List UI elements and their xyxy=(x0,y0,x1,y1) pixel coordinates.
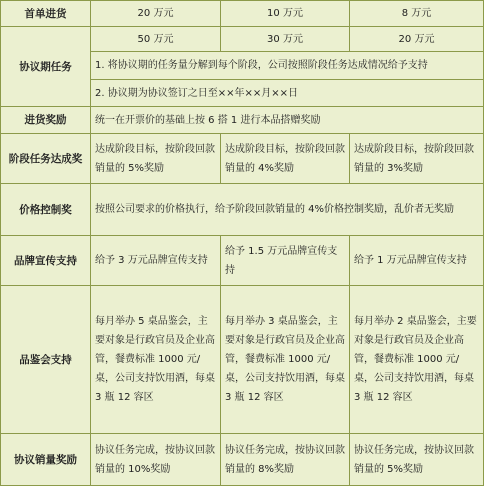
label-brand-promo: 品牌宣传支持 xyxy=(1,236,91,286)
brand-promo-tier-2: 给予 1.5 万元品牌宣传支持 xyxy=(221,236,350,286)
row-agreement-tasks xyxy=(1,27,484,52)
agreement-task-tier-3: 20 万元 xyxy=(350,27,484,52)
label-price-control-reward: 价格控制奖 xyxy=(1,184,91,236)
brand-promo-tier-3: 给予 1 万元品牌宣传支持 xyxy=(350,236,484,286)
tasting-support-tier-1: 每月举办 5 桌品鉴会，主要对象是行政官员及企业高管，餐费标准 1000 元/桌，公司支持饮用酒，每桌 3 瓶 12 容区 xyxy=(91,286,221,434)
sales-reward-tier-1: 协议任务完成，按协议回款销量的 10%奖励 xyxy=(91,434,221,486)
first-order-tier-1: 20 万元 xyxy=(91,1,221,27)
agreement-task-tier-1: 50 万元 xyxy=(91,27,221,52)
row-brand-promo xyxy=(1,236,484,286)
tasting-support-tier-3: 每月举办 2 桌品鉴会，主要对象是行政官员及企业高管，餐费标准 1000 元/桌，公司支持饮用酒，每桌 3 瓶 12 容区 xyxy=(350,286,484,434)
agreement-note-2: 2. 协议期为协议签订之日至××年××月××日 xyxy=(91,80,484,107)
agreement-task-tier-2: 30 万元 xyxy=(221,27,350,52)
label-purchase-reward: 进货奖励 xyxy=(1,107,91,134)
sales-reward-tier-2: 协议任务完成，按协议回款销量的 8%奖励 xyxy=(221,434,350,486)
stage-reward-tier-3: 达成阶段目标，按阶段回款销量的 3%奖励 xyxy=(350,134,484,184)
row-stage-task-reward xyxy=(1,134,484,184)
first-order-tier-3: 8 万元 xyxy=(350,1,484,27)
stage-reward-tier-2: 达成阶段目标，按阶段回款销量的 4%奖励 xyxy=(221,134,350,184)
row-price-control-reward xyxy=(1,184,484,236)
label-first-order: 首单进货 xyxy=(1,1,91,27)
purchase-reward-text: 统一在开票价的基础上按 6 搭 1 进行本品搭赠奖励 xyxy=(91,107,484,134)
row-purchase-reward xyxy=(1,107,484,134)
label-stage-task-reward: 阶段任务达成奖 xyxy=(1,134,91,184)
row-tasting-support xyxy=(1,286,484,434)
label-agreement-sales-reward: 协议销量奖励 xyxy=(1,434,91,486)
agreement-note-1: 1. 将协议期的任务量分解到每个阶段，公司按照阶段任务达成情况给予支持 xyxy=(91,52,484,80)
tasting-support-tier-2: 每月举办 3 桌品鉴会，主要对象是行政官员及企业高管，餐费标准 1000 元/桌，公司支持饮用酒，每桌 3 瓶 12 容区 xyxy=(221,286,350,434)
row-agreement-sales-reward xyxy=(1,434,484,486)
row-first-order xyxy=(1,1,484,27)
label-tasting-support: 品鉴会支持 xyxy=(1,286,91,434)
first-order-tier-2: 10 万元 xyxy=(221,1,350,27)
brand-promo-tier-1: 给予 3 万元品牌宣传支持 xyxy=(91,236,221,286)
label-agreement-tasks: 协议期任务 xyxy=(1,27,91,107)
sales-reward-tier-3: 协议任务完成，按协议回款销量的 5%奖励 xyxy=(350,434,484,486)
stage-reward-tier-1: 达成阶段目标，按阶段回款销量的 5%奖励 xyxy=(91,134,221,184)
price-control-reward-text: 按照公司要求的价格执行，给予阶段回款销量的 4%价格控制奖励，乱价者无奖励 xyxy=(91,184,484,236)
